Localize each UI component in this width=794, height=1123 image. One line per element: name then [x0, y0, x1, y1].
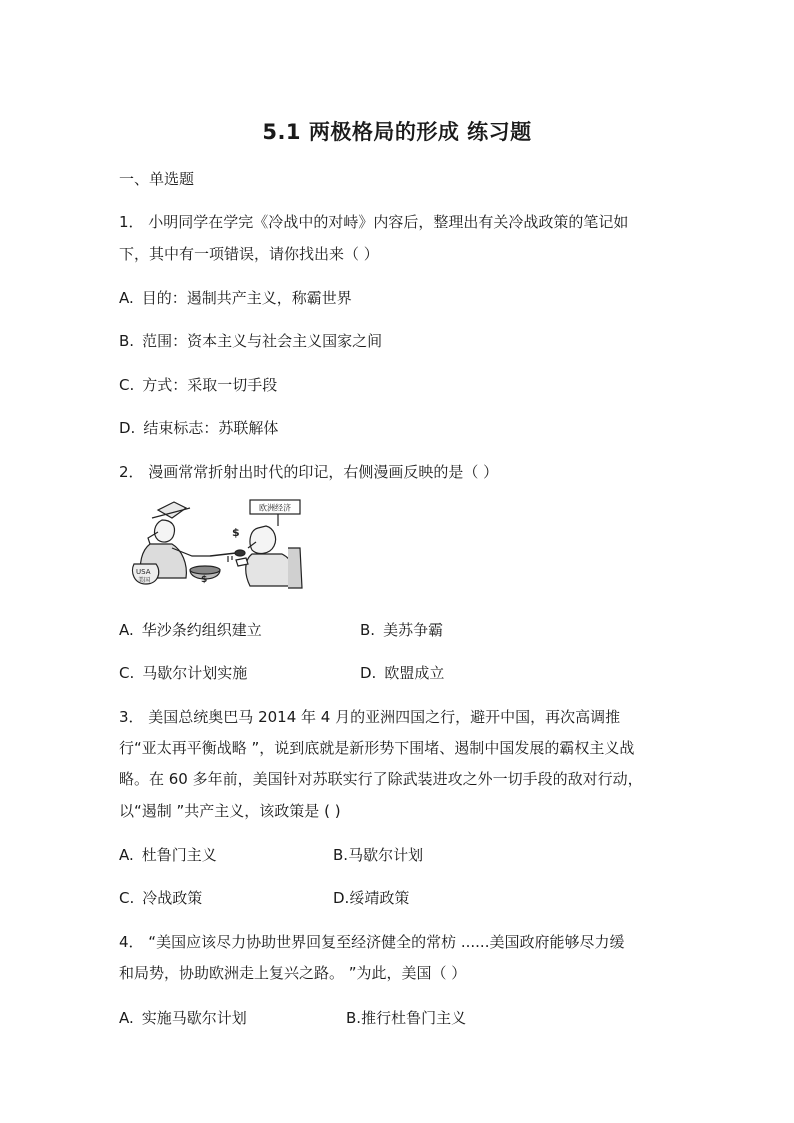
- option-letter: B.: [333, 846, 349, 864]
- option-text: 华沙条约组织建立: [141, 621, 262, 639]
- option-text: 绥靖政策: [349, 889, 410, 907]
- option-text: 方式：采取一切手段: [142, 376, 278, 394]
- question-4-option-b: [346, 1007, 466, 1028]
- question-4-line-1: 4． “美国应该尽力协助世界回复至经济健全的常枋 ......美国政府能够尽力缓: [119, 933, 625, 951]
- option-letter: D.: [360, 664, 377, 682]
- option-text: 马歇尔计划: [348, 846, 424, 864]
- question-1-line-2: 下，其中有一项错误，请你找出来（ ）: [119, 245, 379, 263]
- question-1-option-d: [119, 417, 278, 438]
- question-2-option-b: [360, 619, 443, 640]
- question-3-option-c: [119, 887, 202, 908]
- option-text: 欧盟成立: [384, 664, 445, 682]
- cartoon-sign-text: 欧洲经济: [259, 503, 291, 513]
- option-letter: C.: [119, 889, 135, 907]
- question-2-option-d: [360, 662, 444, 683]
- option-text: 范围：资本主义与社会主义国家之间: [142, 332, 383, 350]
- question-3-option-b: [333, 844, 423, 865]
- cartoon-usa-label: USA: [136, 568, 151, 576]
- question-1-option-c: [119, 374, 277, 395]
- section-heading: 一、单选题: [119, 170, 195, 188]
- question-3-line-4: 以“遏制 ”共产主义，该政策是 ( ): [119, 802, 341, 820]
- option-letter: B.: [360, 621, 376, 639]
- page-title: 5.1 两极格局的形成 练习题: [262, 120, 532, 144]
- option-letter: A.: [119, 846, 134, 864]
- question-2-option-a: [119, 619, 262, 640]
- option-letter: A.: [119, 1009, 134, 1027]
- cartoon-dollar-sign: $: [201, 575, 208, 585]
- question-4-line-2: 和局势，协助欧洲走上复兴之路。 ”为此，美国（ ）: [119, 964, 467, 982]
- cartoon-dollar-sign: $: [232, 526, 240, 539]
- cartoon-country-label: 美国: [138, 577, 151, 584]
- cartoon-image: [128, 498, 308, 590]
- question-2-line-1: 2． 漫画常常折射出时代的印记，右侧漫画反映的是（ ）: [119, 463, 499, 481]
- option-letter: B.: [119, 332, 135, 350]
- option-letter: A.: [119, 621, 134, 639]
- question-3-line-3: 略。在 60 多年前，美国针对苏联实行了除武装进攻之外一切手段的敌对行动，: [119, 770, 643, 788]
- question-3-option-d: [333, 887, 409, 908]
- option-text: 冷战政策: [142, 889, 203, 907]
- question-3-line-2: 行“亚太再平衡战略 ”，说到底就是新形势下围堵、遏制中国发展的霸权主义战: [119, 739, 635, 757]
- question-1-option-b: [119, 330, 382, 351]
- question-4-option-a: [119, 1007, 247, 1028]
- option-letter: D.: [333, 889, 350, 907]
- option-text: 美苏争霸: [383, 621, 444, 639]
- option-text: 杜鲁门主义: [141, 846, 217, 864]
- option-letter: C.: [119, 664, 135, 682]
- option-text: 目的：遏制共产主义，称霸世界: [141, 289, 352, 307]
- option-text: 马歇尔计划实施: [142, 664, 248, 682]
- option-letter: A.: [119, 289, 134, 307]
- question-1-line-1: 1． 小明同学在学完《冷战中的对峙》内容后，整理出有关冷战政策的笔记如: [119, 213, 629, 231]
- question-3-line-1: 3． 美国总统奥巴马 2014 年 4 月的亚洲四国之行，避开中国，再次高调推: [119, 708, 621, 726]
- option-letter: B.: [346, 1009, 362, 1027]
- option-text: 推行杜鲁门主义: [361, 1009, 467, 1027]
- option-text: 实施马歇尔计划: [141, 1009, 247, 1027]
- option-letter: D.: [119, 419, 136, 437]
- question-3-option-a: [119, 844, 217, 865]
- question-1-option-a: [119, 287, 352, 308]
- option-letter: C.: [119, 376, 135, 394]
- option-text: 结束标志：苏联解体: [143, 419, 279, 437]
- question-2-option-c: [119, 662, 247, 683]
